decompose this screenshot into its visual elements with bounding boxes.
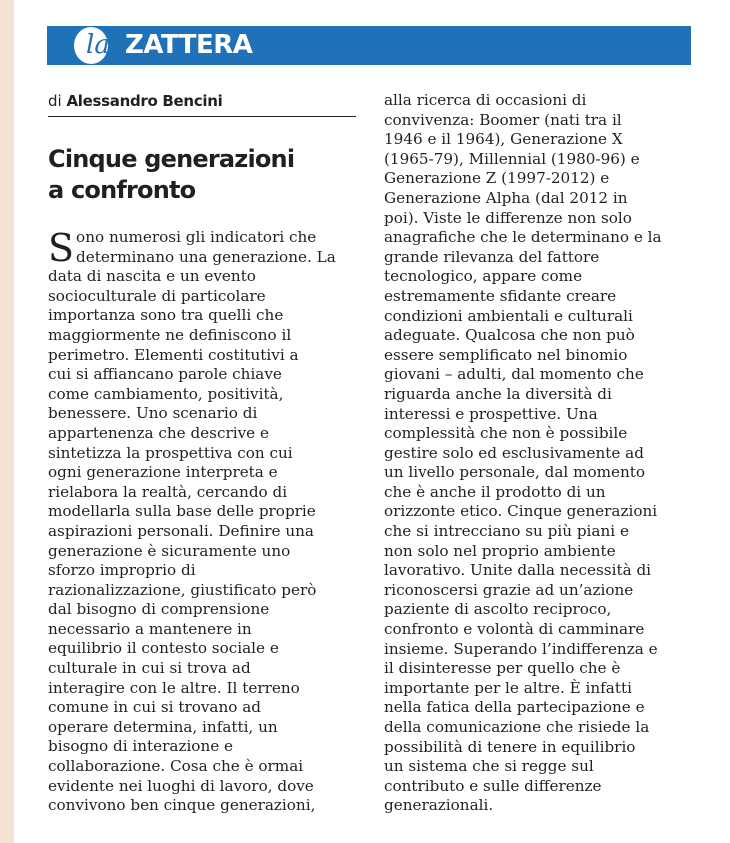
byline [48,92,222,110]
column-right-text: alla ricerca di occasioni di convivenza: Boomer (nati tra il 1946 e il 1964), Generazione X (1965-79), Millennial (1980-96) e Generazione Z (1997-2012) e Generazione Alpha (dal 2012 in poi). Viste le differenze non solo anagrafiche che le determinano e la grande rilevanza del fattore tecnologico, appare come estremamente sfidante creare condizioni ambientali e culturali adeguate. Qualcosa che non può essere semplificato nel binomio giovani – adulti, dal momento che riguarda anche la diversità di interessi e prospettive. Una complessità che non è possibile gestire solo ed esclusivamente ad un livello personale, dal momento che è anche il prodotto di un orizzonte etico. Cinque generazioni che si intrecciano su più piani e non solo nel proprio ambiente lavorativo. Unite dalla necessità di riconoscersi grazie ad un’azione paziente di ascolto reciproco, confronto e volontà di camminare insieme. Superando l’indifferenza e il disinteresse per quello che è importante per le altre. È infatti nella fatica della partecipazione e della comunicazione che risiede la possibilità di tenere in equilibrio un sistema che si regge sul contributo e sulle differenze generazionali. [384,91,662,815]
article-column-right [384,91,704,816]
headline-line-1: Cinque generazioni [48,145,295,173]
author-name: Alessandro Bencini [66,92,223,110]
column-left-text: ono numerosi gli indicatori che determinano una generazione. La data di nascita e un evento socioculturale di particolare importanza sono tra quelli che maggiormente ne definiscono il perimetro. Elementi costitutivi a cui si affiancano parole chiave come cambiamento, positività, benessere. Uno scenario di appartenenza che descrive e sintetizza la prospettiva con cui ogni generazione interpreta e rielabora la realtà, cercando di modellarla sulla base delle proprie aspirazioni personali. Definire una generazione è sicuramente uno sforzo improprio di razionalizzazione, giustificato però dal bisogno di comprensione necessario a mantenere in equilibrio il contesto sociale e culturale in cui si trova ad interagire con le altre. Il terreno comune in cui si trovano ad operare determina, infatti, un bisogno di interazione e collaborazione. Cosa che è ormai evidente nei luoghi di lavoro, dove convivono ben cinque generazioni, [48,228,336,815]
drop-cap: S [48,226,75,270]
article-headline [48,144,358,206]
byline-divider [48,116,356,117]
column-header-bar [47,26,691,65]
logo-prefix: la [86,30,110,60]
byline-prefix: di [48,92,62,110]
headline-line-2: a confronto [48,176,196,204]
column-title: ZATTERA [125,30,253,60]
article-column-left [48,228,366,816]
page-edge-strip [0,0,14,843]
